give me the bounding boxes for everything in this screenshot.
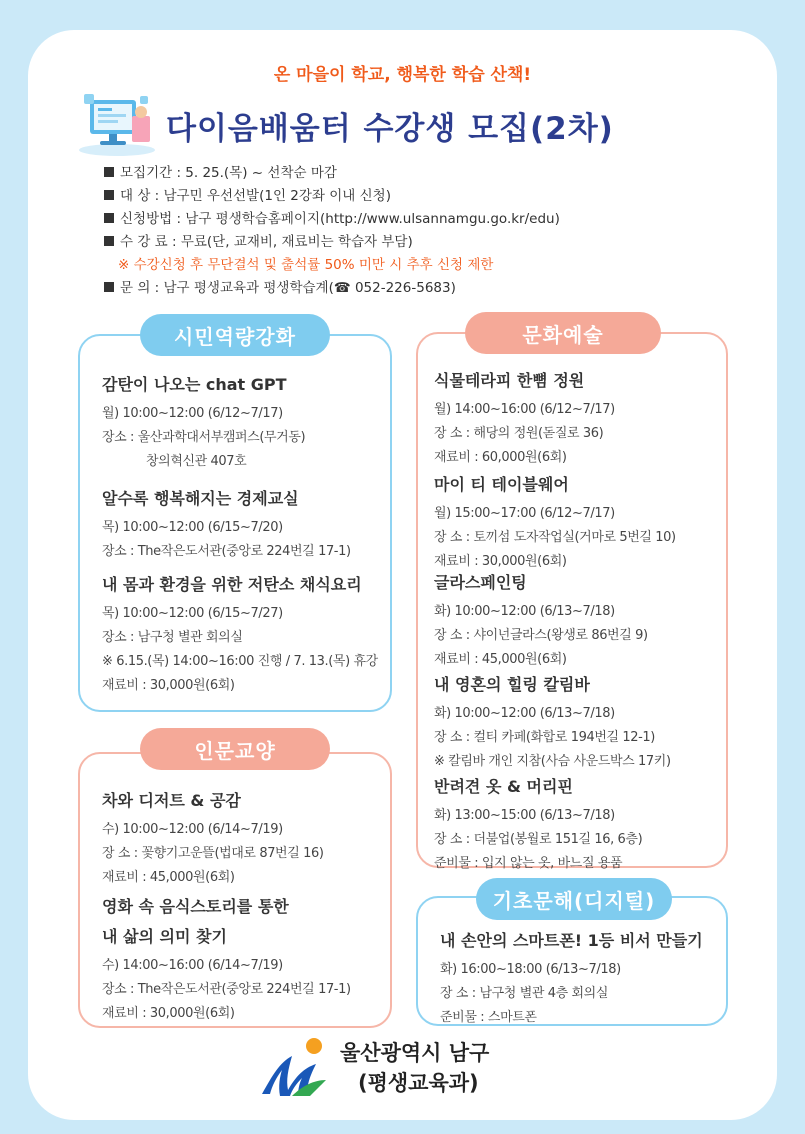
course-schedule: 화) 10:00~12:00 (6/13~7/18) — [434, 604, 615, 619]
square-bullet-icon — [104, 282, 114, 292]
course-materials: 준비물 : 스마트폰 — [440, 1010, 537, 1025]
recruitment-info — [104, 162, 560, 300]
course-schedule: 월) 15:00~17:00 (6/12~7/17) — [434, 506, 615, 521]
attendance-warning: ※ 수강신청 후 무단결석 및 출석률 50% 미만 시 추후 신청 제한 — [118, 257, 494, 273]
info-fee: 수 강 료 : 무료(단, 교재비, 재료비는 학습자 부담) — [104, 231, 560, 254]
section-digital-label: 기초문해(디지털) — [476, 878, 672, 920]
course-schedule: 월) 14:00~16:00 (6/12~7/17) — [434, 402, 615, 417]
course-title: 영화 속 음식스토리를 통한 — [102, 897, 289, 916]
square-bullet-icon — [104, 213, 114, 223]
course-title: 감탄이 나오는 chat GPT — [102, 375, 287, 394]
course-schedule: 화) 16:00~18:00 (6/13~7/18) — [440, 962, 621, 977]
square-bullet-icon — [104, 236, 114, 246]
organization — [340, 1038, 489, 1098]
footer — [258, 1036, 489, 1100]
headline — [76, 90, 614, 160]
course-schedule: 화) 10:00~12:00 (6/13~7/18) — [434, 706, 615, 721]
course-location-detail: 창의혁신관 407호 — [146, 454, 247, 469]
info-apply-method: 신청방법 : 남구 평생학습홈페이지(http://www.ulsannamgu.go.kr/edu) — [104, 208, 560, 231]
department-name: (평생교육과) — [358, 1071, 479, 1095]
course-film-food — [102, 892, 351, 1026]
course-fee: 재료비 : 45,000원(6회) — [434, 652, 567, 667]
course-location: 장소 : The작은도서관(중앙로 224번길 17-1) — [102, 544, 351, 559]
course-fee: 재료비 : 45,000원(6회) — [102, 870, 235, 885]
course-location: 장 소 : 해당의 정원(돋질로 36) — [434, 426, 604, 441]
course-location: 장 소 : 컬티 카페(화합로 194번길 12-1) — [434, 730, 655, 745]
course-location: 장 소 : 남구청 별관 4층 회의실 — [440, 986, 608, 1001]
tagline: 온 마을이 학교, 행복한 학습 산책! — [273, 65, 532, 85]
course-location: 장 소 : 꽃향기고운뜰(법대로 87번길 16) — [102, 846, 324, 861]
course-title: 내 몸과 환경을 위한 저탄소 채식요리 — [102, 575, 362, 594]
course-schedule: 수) 14:00~16:00 (6/14~7/19) — [102, 958, 283, 973]
course-title: 내 영혼의 힐링 칼림바 — [434, 675, 590, 694]
course-tea-dessert — [102, 786, 324, 890]
course-title: 반려견 옷 & 머리핀 — [434, 777, 573, 796]
page-title: 다이음배움터 수강생 모집(2차) — [166, 110, 614, 147]
square-bullet-icon — [104, 167, 114, 177]
course-title: 알수록 행복해지는 경제교실 — [102, 489, 299, 508]
course-location: 장 소 : 샤이넌글라스(왕생로 86번길 9) — [434, 628, 648, 643]
course-note: ※ 6.15.(목) 14:00~16:00 진행 / 7. 13.(목) 휴강 — [102, 654, 378, 669]
course-plant-therapy — [434, 366, 615, 470]
course-pet-clothes — [434, 772, 642, 876]
info-period: 모집기간 : 5. 25.(목) ~ 선착순 마감 — [104, 162, 560, 185]
course-smartphone — [440, 926, 703, 1030]
course-tableware — [434, 470, 676, 574]
course-title: 차와 디저트 & 공감 — [102, 791, 241, 810]
course-location: 장 소 : 토끼섬 도자작업실(거마로 5번길 10) — [434, 530, 676, 545]
course-schedule: 목) 10:00~12:00 (6/15~7/20) — [102, 520, 283, 535]
section-humanities-label: 인문교양 — [140, 728, 330, 770]
course-fee: 재료비 : 30,000원(6회) — [434, 554, 567, 569]
course-schedule: 화) 13:00~15:00 (6/13~7/18) — [434, 808, 615, 823]
poster-sheet — [28, 30, 777, 1120]
course-schedule: 수) 10:00~12:00 (6/14~7/19) — [102, 822, 283, 837]
course-fee: 재료비 : 60,000원(6회) — [434, 450, 567, 465]
course-title: 글라스페인팅 — [434, 573, 527, 592]
course-location: 장소 : 남구청 별관 회의실 — [102, 630, 243, 645]
course-location: 장 소 : 더불업(봉월로 151길 16, 6층) — [434, 832, 643, 847]
course-glass-painting — [434, 568, 648, 672]
course-vegan-cooking — [102, 570, 378, 698]
course-title: 내 손안의 스마트폰! 1등 비서 만들기 — [440, 931, 703, 950]
course-materials: 준비물 : 입지 않는 옷, 바느질 용품 — [434, 856, 623, 871]
info-target: 대 상 : 남구민 우선선발(1인 2강좌 이내 신청) — [104, 185, 560, 208]
course-schedule: 월) 10:00~12:00 (6/12~7/17) — [102, 406, 283, 421]
course-title: 마이 티 테이블웨어 — [434, 475, 569, 494]
info-contact: 문 의 : 남구 평생교육과 평생학습계(☎ 052-226-5683) — [104, 277, 560, 300]
computer-study-icon — [76, 92, 158, 158]
nam-gu-emblem-icon — [258, 1036, 328, 1100]
course-location: 장소 : The작은도서관(중앙로 224번길 17-1) — [102, 982, 351, 997]
section-civic-label: 시민역량강화 — [140, 314, 330, 356]
course-title-line2: 내 삶의 의미 찾기 — [102, 927, 227, 946]
course-fee: 재료비 : 30,000원(6회) — [102, 1006, 235, 1021]
course-note: ※ 칼림바 개인 지참(사슴 사운드박스 17키) — [434, 754, 671, 769]
course-economy — [102, 484, 351, 564]
organization-name: 울산광역시 남구 — [340, 1041, 490, 1065]
course-chatgpt — [102, 370, 305, 474]
square-bullet-icon — [104, 190, 114, 200]
section-culture-label: 문화예술 — [465, 312, 661, 354]
course-location: 장소 : 울산과학대서부캠퍼스(무거동) — [102, 430, 306, 445]
course-fee: 재료비 : 30,000원(6회) — [102, 678, 235, 693]
course-title: 식물테라피 한뼘 정원 — [434, 371, 585, 390]
course-schedule: 목) 10:00~12:00 (6/15~7/27) — [102, 606, 283, 621]
course-kalimba — [434, 670, 671, 774]
